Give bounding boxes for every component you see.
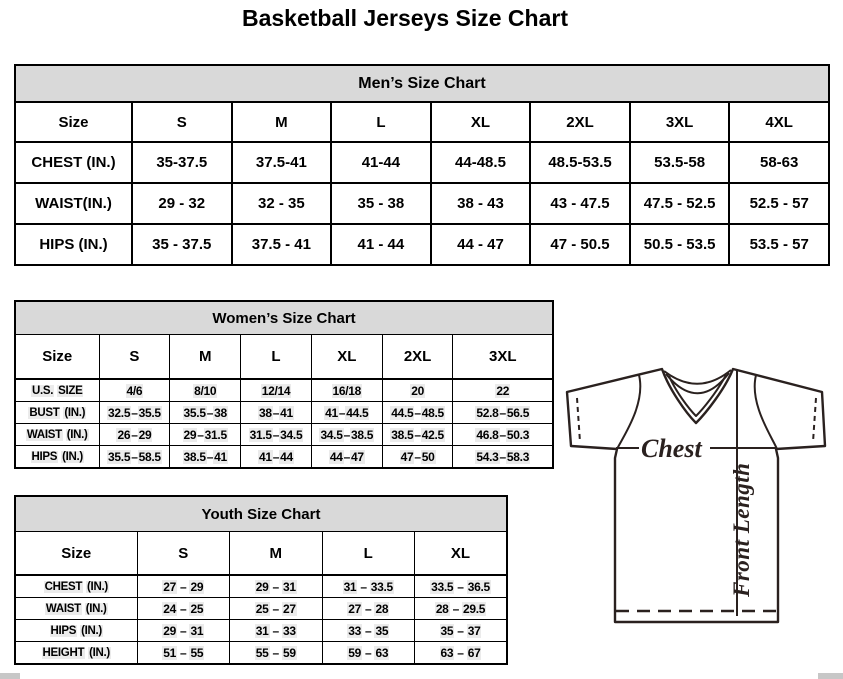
size-value-cell: 8/10: [170, 379, 241, 402]
measurement-row: [15, 379, 553, 402]
size-value-cell: 38.5–41: [170, 446, 241, 469]
table-title: Men’s Size Chart: [15, 65, 829, 102]
measurement-row: [15, 402, 553, 424]
measurement-row: [15, 446, 553, 469]
measurement-row-label: HIPS (IN.): [15, 446, 99, 469]
right-cuff-dashed-line: [813, 398, 816, 442]
size-value-cell: 37.5 - 41: [232, 224, 332, 265]
measurement-row: [15, 642, 507, 665]
size-value-cell: 22: [453, 379, 553, 402]
size-value-cell: 47.5 - 52.5: [630, 183, 730, 224]
size-column-header: 3XL: [453, 335, 553, 380]
size-value-cell: 44.5–48.5: [382, 402, 453, 424]
size-value-cell: 34.5–38.5: [311, 424, 382, 446]
size-value-cell: 31.5–34.5: [241, 424, 312, 446]
measurement-row: [15, 620, 507, 642]
size-value-cell: 41-44: [331, 142, 431, 183]
size-value-cell: 44–47: [311, 446, 382, 469]
size-column-header: S: [137, 532, 230, 576]
right-armhole-seam: [755, 375, 777, 449]
jersey-measurement-diagram: [562, 364, 842, 626]
table-title-row: [15, 496, 507, 532]
size-value-cell: 44 - 47: [431, 224, 531, 265]
youth-size-table: [14, 495, 508, 665]
measurement-row-label: WAIST (IN.): [15, 424, 99, 446]
size-value-cell: 29 – 31: [137, 620, 230, 642]
size-value-cell: 52.8–56.5: [453, 402, 553, 424]
measurement-row-label: BUST (IN.): [15, 402, 99, 424]
size-header-row: [15, 102, 829, 142]
size-corner-cell: Size: [15, 102, 132, 142]
size-value-cell: 41 - 44: [331, 224, 431, 265]
jersey-outline: [567, 369, 825, 622]
size-value-cell: 31 – 33.5: [322, 575, 415, 598]
size-value-cell: 59 – 63: [322, 642, 415, 665]
size-value-cell: 27 – 29: [137, 575, 230, 598]
size-value-cell: 33.5 – 36.5: [415, 575, 508, 598]
mens-size-table: [14, 64, 830, 266]
size-value-cell: 28 – 29.5: [415, 598, 508, 620]
size-value-cell: 41–44: [241, 446, 312, 469]
size-value-cell: 48.5-53.5: [530, 142, 630, 183]
table-title-row: [15, 301, 553, 335]
cropped-fragment-right: [818, 673, 843, 679]
size-value-cell: 52.5 - 57: [729, 183, 829, 224]
size-value-cell: 55 – 59: [230, 642, 323, 665]
size-value-cell: 50.5 - 53.5: [630, 224, 730, 265]
size-value-cell: 29–31.5: [170, 424, 241, 446]
size-value-cell: 29 - 32: [132, 183, 232, 224]
size-column-header: S: [99, 335, 170, 380]
size-value-cell: 12/14: [241, 379, 312, 402]
page-title: Basketball Jerseys Size Chart: [241, 5, 568, 31]
front-length-label: Front Length: [729, 462, 754, 597]
chest-label: Chest: [641, 434, 702, 463]
size-corner-cell: Size: [15, 532, 137, 576]
measurement-row-label: HIPS (IN.): [15, 620, 137, 642]
size-value-cell: 41–44.5: [311, 402, 382, 424]
size-value-cell: 35.5–58.5: [99, 446, 170, 469]
size-value-cell: 47 - 50.5: [530, 224, 630, 265]
size-column-header: M: [232, 102, 332, 142]
measurement-row-label: U.S. SIZE: [15, 379, 99, 402]
left-cuff-dashed-line: [577, 398, 580, 442]
size-value-cell: 53.5-58: [630, 142, 730, 183]
measurement-row-label: HEIGHT (IN.): [15, 642, 137, 665]
size-value-cell: 27 – 28: [322, 598, 415, 620]
size-value-cell: 38 - 43: [431, 183, 531, 224]
size-value-cell: 25 – 27: [230, 598, 323, 620]
size-column-header: M: [230, 532, 323, 576]
measurement-row-label: WAIST(IN.): [15, 183, 132, 224]
table-title: Women’s Size Chart: [15, 301, 553, 335]
measurement-row: [15, 424, 553, 446]
size-column-header: 2XL: [530, 102, 630, 142]
size-value-cell: 53.5 - 57: [729, 224, 829, 265]
measurement-row-label: CHEST (IN.): [15, 575, 137, 598]
size-column-header: XL: [415, 532, 508, 576]
size-column-header: L: [331, 102, 431, 142]
measurement-row: [15, 575, 507, 598]
size-column-header: M: [170, 335, 241, 380]
size-value-cell: 16/18: [311, 379, 382, 402]
measurement-row: [15, 224, 829, 265]
size-header-row: [15, 532, 507, 576]
size-column-header: XL: [431, 102, 531, 142]
size-value-cell: 51 – 55: [137, 642, 230, 665]
size-value-cell: 58-63: [729, 142, 829, 183]
size-value-cell: 33 – 35: [322, 620, 415, 642]
size-value-cell: 38.5–42.5: [382, 424, 453, 446]
measurement-row-label: CHEST (IN.): [15, 142, 132, 183]
size-value-cell: 35.5–38: [170, 402, 241, 424]
size-column-header: L: [241, 335, 312, 380]
size-column-header: S: [132, 102, 232, 142]
size-value-cell: 37.5-41: [232, 142, 332, 183]
size-value-cell: 31 – 33: [230, 620, 323, 642]
size-value-cell: 46.8–50.3: [453, 424, 553, 446]
size-value-cell: 38–41: [241, 402, 312, 424]
size-value-cell: 44-48.5: [431, 142, 531, 183]
size-value-cell: 43 - 47.5: [530, 183, 630, 224]
size-value-cell: 32 - 35: [232, 183, 332, 224]
size-value-cell: 20: [382, 379, 453, 402]
size-column-header: L: [322, 532, 415, 576]
size-column-header: XL: [311, 335, 382, 380]
cropped-fragment-left: [0, 673, 20, 679]
measurement-row: [15, 183, 829, 224]
size-value-cell: 47–50: [382, 446, 453, 469]
size-column-header: 4XL: [729, 102, 829, 142]
size-value-cell: 63 – 67: [415, 642, 508, 665]
table-title-row: [15, 65, 829, 102]
womens-size-table: [14, 300, 554, 469]
size-column-header: 2XL: [382, 335, 453, 380]
size-value-cell: 35 – 37: [415, 620, 508, 642]
size-value-cell: 26–29: [99, 424, 170, 446]
size-value-cell: 35 - 38: [331, 183, 431, 224]
size-column-header: 3XL: [630, 102, 730, 142]
size-value-cell: 35-37.5: [132, 142, 232, 183]
size-value-cell: 29 – 31: [230, 575, 323, 598]
size-value-cell: 54.3–58.3: [453, 446, 553, 469]
size-value-cell: 35 - 37.5: [132, 224, 232, 265]
size-value-cell: 4/6: [99, 379, 170, 402]
table-title: Youth Size Chart: [15, 496, 507, 532]
size-value-cell: 24 – 25: [137, 598, 230, 620]
size-value-cell: 32.5–35.5: [99, 402, 170, 424]
measurement-row: [15, 142, 829, 183]
size-corner-cell: Size: [15, 335, 99, 380]
measurement-row-label: WAIST (IN.): [15, 598, 137, 620]
left-armhole-seam: [617, 375, 640, 449]
size-header-row: [15, 335, 553, 380]
measurement-row: [15, 598, 507, 620]
measurement-row-label: HIPS (IN.): [15, 224, 132, 265]
